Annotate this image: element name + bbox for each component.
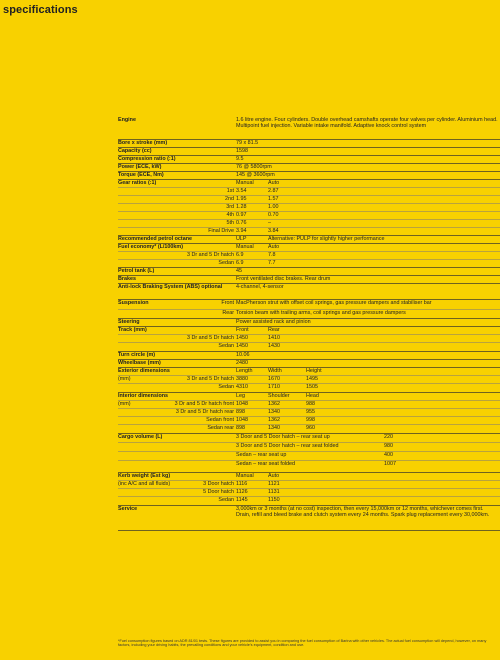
spec-row [118,409,500,417]
spec-label: Track (mm) [118,327,147,334]
spec-row [118,327,500,335]
spec-label: Suspension [118,300,149,307]
spec-row [118,268,500,276]
spec-row [118,425,500,434]
spec-label: Wheelbase (mm) [118,360,161,367]
spec-value: 3 Door and 5 Door hatch – rear seat up [236,434,330,441]
spec-sublabel: Sedan front [206,417,234,424]
spec-value: 1145 [236,497,248,504]
spec-value-2: Auto [268,244,280,251]
spec-row [118,140,500,148]
spec-value: Manual [236,180,254,187]
spec-value: 1116 [236,481,248,488]
spec-sublabel: 3 Door hatch [203,481,234,488]
spec-label: Turn circle (m) [118,352,156,359]
spec-row [118,244,500,252]
spec-row [118,343,500,352]
spec-row [118,401,500,409]
spec-value-2: 1362 [268,401,280,408]
spec-row [118,212,500,220]
spec-value-litres: 220 [384,434,393,441]
spec-sublabel: 3 Dr and 5 Dr hatch rear [175,409,234,416]
spec-value-2: 3.84 [268,228,279,235]
spec-row [118,260,500,268]
spec-value: MacPherson strut with offset coil springs, gas pressure dampers and stabiliser bar [236,300,432,307]
spec-value-2: 1131 [268,489,280,496]
spec-value-2: 1430 [268,343,280,350]
spec-value: ULP [236,236,247,243]
spec-row [118,384,500,393]
spec-value: 3 Door and 5 Door hatch – rear seat folded [236,443,339,450]
spec-row [118,180,500,188]
spec-value: Power assisted rack and pinion [236,319,311,326]
spec-row [118,335,500,343]
spec-value-3: 1495 [306,376,318,383]
spec-value: 1.6 litre engine. Four cylinders. Double overhead camshafts operate four valves per cylinder. Aluminium head. Multipoint fuel injection. Variable intake manifold. Adaptive knock control system [236,117,498,130]
spec-value-3: Height [306,368,322,375]
spec-row [118,204,500,212]
spec-sublabel: Sedan [218,497,234,504]
spec-row [118,489,500,497]
spec-sublabel: Sedan rear [207,425,234,432]
spec-value-2: 1340 [268,409,280,416]
spec-row [118,284,500,300]
spec-label: Petrol tank (L) [118,268,155,275]
spec-value: 3880 [236,376,248,383]
spec-row [118,368,500,376]
spec-label: Exterior dimensions [118,368,170,375]
spec-value: 79 x 81.5 [236,140,259,147]
spec-value: 1450 [236,343,248,350]
spec-sublabel: Final Drive [208,228,234,235]
spec-value-2: Auto [268,180,280,187]
spec-row [118,196,500,204]
spec-value: Manual [236,473,254,480]
spec-label: Torque (ECE, Nm) [118,172,164,179]
spec-value-2: 7.7 [268,260,276,267]
spec-row [118,473,500,481]
spec-value-3: 955 [306,409,315,416]
spec-row [118,443,500,452]
spec-label: Compression ratio (:1) [118,156,176,163]
spec-value: 76 @ 5800rpm [236,164,272,171]
spec-sublabel: Rear [222,310,234,317]
spec-value-2: 1150 [268,497,280,504]
spec-sublabel: 3 Dr and 5 Dr hatch [186,335,234,342]
spec-sublabel: 2nd [225,196,234,203]
page-title: specifications [3,4,78,16]
spec-value-2: 1410 [268,335,280,342]
spec-value-2: 1362 [268,417,280,424]
spec-value: 9.5 [236,156,244,163]
spec-value-2: Rear [268,327,280,334]
spec-value: 1450 [236,335,248,342]
spec-sublabel: 3 Dr and 5 Dr hatch [186,376,234,383]
spec-row [118,393,500,401]
spec-value: Leg [236,393,245,400]
spec-label: Gear ratios (:1) [118,180,157,187]
spec-value-litres: 400 [384,452,393,459]
spec-value-3: 960 [306,425,315,432]
spec-row [118,156,500,164]
spec-row [118,236,500,244]
spec-value: 6.9 [236,260,244,267]
spec-value: 3,000km or 3 months (at no cost) inspection, then every 15,000km or 12 months, whichever comes first. Drain, refill and bleed brake and clutch system every 24 months. Spark plug replacement every 30,000km. [236,506,490,519]
spec-label: Bore x stroke (mm) [118,140,168,147]
spec-value: 6.9 [236,252,244,259]
spec-value: 1126 [236,489,248,496]
spec-label: Anti-lock Braking System (ABS) optional [118,284,223,291]
spec-row [118,172,500,180]
spec-sublabel: Sedan [218,343,234,350]
spec-label: Recommended petrol octane [118,236,192,243]
spec-row [118,452,500,461]
spec-value: Torsion beam with trailing arms, coil springs and gas pressure dampers [236,310,406,317]
spec-value: 1.28 [236,204,247,211]
spec-row [118,276,500,284]
spec-value-3: 1505 [306,384,318,391]
spec-value-2: – [268,220,271,227]
spec-value-2: 1.00 [268,204,279,211]
fuel-consumption-footnote: *Fuel consumption figures based on ADR 81/01 tests. These figures are provided to assist you in comparing the fuel consumption of Barina with other vehicles. The actual fuel consumption will depend, however, on many factors, including your driving habits, the prevailing conditions and your vehicle's equipment, condition and use. [118,639,487,648]
spec-row [118,300,500,310]
spec-value: 1.95 [236,196,247,203]
spec-sublabel: 3 Dr and 5 Dr hatch [186,252,234,259]
spec-value: 1048 [236,401,248,408]
spec-sublabel: 5th [226,220,234,227]
spec-value: 1048 [236,417,248,424]
spec-value: 4310 [236,384,248,391]
spec-value-3: 988 [306,401,315,408]
spec-label: Interior dimensions [118,393,169,400]
spec-value: 0.76 [236,220,247,227]
spec-value-3: Head [306,393,319,400]
spec-row [118,506,500,531]
spec-row [118,352,500,360]
spec-row [118,417,500,425]
spec-value: Sedan – rear seat folded [236,461,296,468]
spec-sublabel: Sedan [218,260,234,267]
spec-value-2: 1.57 [268,196,279,203]
spec-label: (mm) [118,376,131,383]
spec-label: Cargo volume (L) [118,434,163,441]
spec-value: 898 [236,409,245,416]
spec-sublabel: Front [221,300,234,307]
spec-label: (inc A/C and all fluids) [118,481,171,488]
spec-label: (mm) [118,401,131,408]
spec-value: 3.54 [236,188,247,195]
spec-row [118,310,500,319]
spec-label: Steering [118,319,140,326]
spec-row [118,220,500,228]
spec-value-2: 1670 [268,376,280,383]
spec-value: 10.06 [236,352,250,359]
spec-value: 0.97 [236,212,247,219]
spec-value-2: Width [268,368,282,375]
spec-label: Capacity (cc) [118,148,152,155]
spec-row [118,360,500,368]
spec-label: Service [118,506,138,513]
spec-value-litres: 1007 [384,461,396,468]
spec-row [118,228,500,236]
spec-row [118,164,500,172]
spec-row [118,188,500,196]
spec-row [118,461,500,473]
specifications-table [118,117,500,531]
spec-sublabel: 1st [226,188,234,195]
spec-label: Kerb weight (Est kg) [118,473,171,480]
spec-value-2: 1710 [268,384,280,391]
spec-label: Power (ECE, kW) [118,164,162,171]
spec-value: 898 [236,425,245,432]
spec-value: 45 [236,268,242,275]
spec-value: Manual [236,244,254,251]
spec-sublabel: 3 Dr and 5 Dr hatch front [174,401,234,408]
spec-row [118,376,500,384]
spec-row [118,434,500,443]
spec-value: Sedan – rear seat up [236,452,287,459]
spec-label: Engine [118,117,136,124]
spec-sublabel: 4th [226,212,234,219]
spec-value: 4-channel, 4-sensor [236,284,284,291]
spec-value-2: 1340 [268,425,280,432]
spec-row [118,252,500,260]
spec-value: 1598 [236,148,248,155]
spec-row [118,148,500,156]
spec-row [118,117,500,140]
spec-row [118,497,500,506]
spec-sublabel: Sedan [218,384,234,391]
spec-value: 2480 [236,360,248,367]
spec-label: Fuel economy* (L/100km) [118,244,184,251]
spec-value: 145 @ 3600rpm [236,172,275,179]
spec-value-2: 7.8 [268,252,276,259]
spec-sublabel: 3rd [226,204,234,211]
spec-value-2: Alternative: PULP for slightly higher performance [268,236,385,243]
spec-label: Brakes [118,276,136,283]
spec-value: 3.94 [236,228,247,235]
spec-value: Front [236,327,249,334]
spec-value-2: 2.87 [268,188,279,195]
spec-row [118,319,500,327]
spec-value-litres: 980 [384,443,393,450]
spec-value-2: 1121 [268,481,280,488]
spec-value-3: 998 [306,417,315,424]
spec-value-2: Auto [268,473,280,480]
spec-value: Length [236,368,253,375]
spec-value: Front ventilated disc brakes. Rear drum [236,276,331,283]
spec-value-2: 0.70 [268,212,279,219]
spec-value-2: Shoulder [268,393,290,400]
spec-row [118,481,500,489]
spec-sublabel: 5 Door hatch [203,489,234,496]
